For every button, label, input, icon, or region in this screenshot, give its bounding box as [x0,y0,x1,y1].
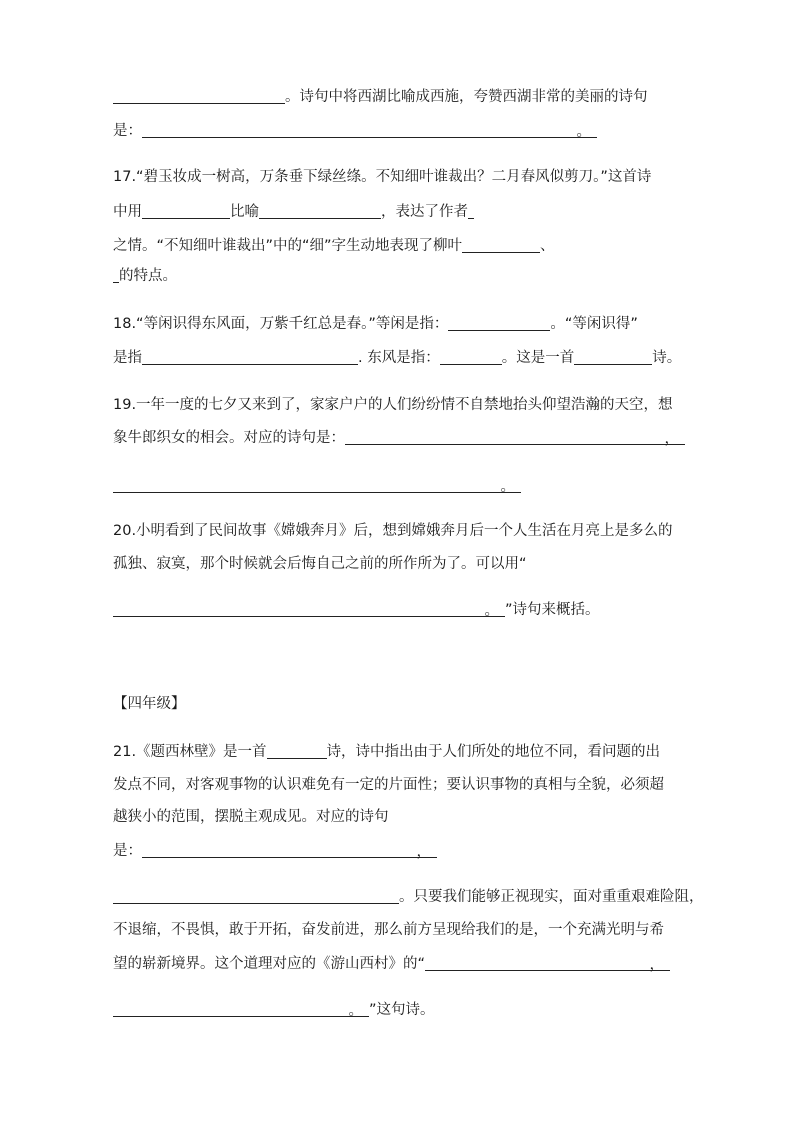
q21-line2: 发点不同，对客观事物的认识难免有一定的片面性；要认识事物的真相与全貌，必须超 [113,777,664,793]
q17-line4: 的特点。 [113,266,722,286]
q21-line8: 。 ”这句诗。 [113,1000,722,1020]
q21-line6: 不退缩，不畏惧，敢于开拓，奋发前进，那么前方呈现给我们的是，一个充满光明与希 [113,922,664,938]
q19-line1: 19.一年一度的七夕又来到了，家家户户的人们纷纷情不自禁地抬头仰望浩瀚的天空，想 [113,397,673,413]
answer-blank[interactable]: ， [345,429,685,445]
q21-line4: 是： ， [113,841,722,861]
q20-line1: 20.小明看到了民间故事《嫦娥奔月》后，想到嫦娥奔月后一个人生活在月亮上是多么的 [113,523,673,539]
q19-line3 [113,476,722,496]
answer-blank[interactable]: 。 [113,1001,369,1017]
answer-blank[interactable] [574,349,652,365]
answer-blank[interactable] [113,88,285,104]
answer-blank[interactable]: 。 [113,601,505,617]
q19-line2: 象牛郎织女的相会。对应的诗句是： ， [113,428,722,448]
q16-line2: 是： 。 [113,121,722,141]
q21-line1: 21.《题西林壁》是一首 诗，诗中指出由于人们所处的地位不同，看问题的出 [113,744,661,760]
q21-line7: 望的崭新境界。这个道理对应的《游山西村》的“ ， [113,954,722,974]
q17-line2: 中用 比喻 ，表达了作者 [113,202,722,222]
answer-blank[interactable] [267,743,327,759]
answer-blank[interactable] [113,888,399,904]
q21-line3: 越狭小的范围，摆脱主观成见。对应的诗句 [113,809,389,825]
answer-blank[interactable] [142,349,358,365]
answer-blank[interactable] [448,315,550,331]
answer-blank[interactable] [462,237,540,253]
answer-blank[interactable]: 。 [142,122,597,138]
answer-blank[interactable] [259,203,381,219]
q20-line3: 。 ”诗句来概括。 [113,600,722,620]
q21-line5: 。只要我们能够正视现实，面对重重艰难险阻， [113,887,722,907]
answer-blank[interactable] [468,203,474,219]
q18-line1: 18.“等闲识得东风面，万紫千红总是春。”等闲是指： 。“等闲识得” [113,316,638,332]
q17-line1: 17.“碧玉妆成一树高，万条垂下绿丝绦。不知细叶谁裁出？二月春风似剪刀。”这首诗 [113,169,652,185]
section-title: 【四年级】 [113,696,186,712]
q20-line2: 孤独、寂寞，那个时候就会后悔自己之前的所作所为了。可以用“ [113,556,527,572]
answer-blank[interactable]: ， [142,842,437,858]
answer-blank[interactable] [142,203,230,219]
answer-blank[interactable]: 。 [113,477,521,493]
q16-line1: 。诗句中将西湖比喻成西施，夸赞西湖非常的美丽的诗句 [113,87,722,107]
answer-blank[interactable]: ， [425,955,670,971]
answer-blank[interactable] [440,349,502,365]
q17-line3: 之情。“不知细叶谁裁出”中的“细”字生动地表现了柳叶 、 [113,238,555,254]
q18-line2: 是指 . 东风是指： 。这是一首 诗。 [113,350,682,366]
